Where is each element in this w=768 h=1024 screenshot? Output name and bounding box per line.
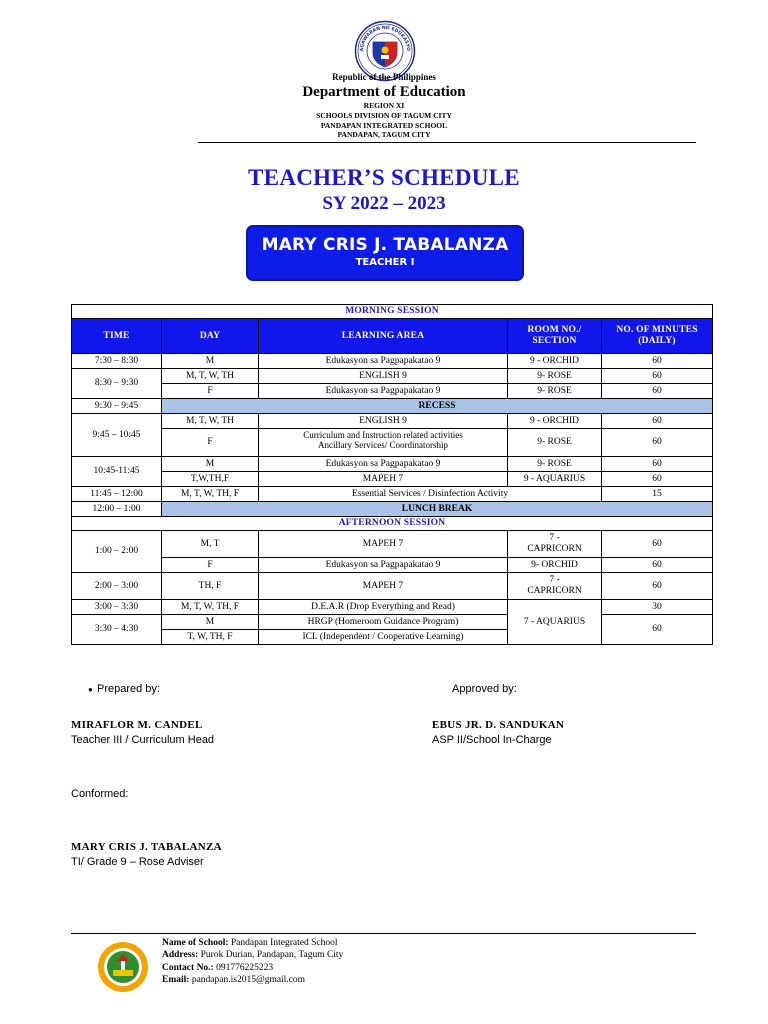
area-cell: Essential Services / Disinfection Activity — [259, 487, 602, 502]
lunch-break-band: LUNCH BREAK — [162, 502, 713, 517]
footer-email-line — [162, 974, 343, 986]
prepared-by-label: Prepared by: — [97, 683, 160, 695]
minutes-cell: 60 — [602, 414, 713, 429]
time-cell: 1:00 – 2:00 — [72, 531, 162, 573]
minutes-cell: 60 — [602, 573, 713, 600]
minutes-cell: 60 — [602, 615, 713, 645]
republic-line: Republic of the Philippines — [332, 72, 436, 82]
time-cell: 12:00 – 1:00 — [72, 502, 162, 517]
footer-contact-value: 091776225223 — [216, 962, 274, 973]
header-divider — [198, 142, 696, 143]
teacher-name: MARY CRIS J. TABALANZA — [261, 235, 509, 255]
minutes-cell: 60 — [602, 384, 713, 399]
school-year: SY 2022 – 2023 — [322, 193, 446, 214]
area-cell: ENGLISH 9 — [259, 369, 508, 384]
footer-address-value: Purok Durian, Pandapan, Tagum City — [200, 950, 344, 961]
schedule-table — [71, 304, 713, 645]
minutes-cell: 60 — [602, 457, 713, 472]
table-row — [72, 354, 713, 369]
conformer-name: MARY CRIS J. TABALANZA — [71, 841, 222, 853]
footer-email-label: Email: — [162, 974, 190, 985]
footer-school-value: Pandapan Integrated School — [230, 938, 338, 948]
conformed-label: Conformed: — [71, 788, 129, 800]
area-cell: Edukasyon sa Pagpapakatao 9 — [259, 384, 508, 399]
room-cell: 9 - AQUARIUS — [508, 472, 602, 487]
room-cell: 9 - ORCHID — [508, 354, 602, 369]
table-row — [72, 457, 713, 472]
room-line: CAPRICORN — [527, 544, 582, 554]
area-cell: MAPEH 7 — [259, 573, 508, 600]
time-cell: 10:45-11:45 — [72, 457, 162, 487]
minutes-cell: 60 — [602, 354, 713, 369]
time-cell: 11:45 – 12:00 — [72, 487, 162, 502]
column-header-day: DAY — [162, 319, 259, 354]
conformer-title: TI/ Grade 9 – Rose Adviser — [71, 856, 204, 868]
teacher-name-box — [246, 225, 524, 281]
day-cell: T, W, TH, F — [162, 630, 259, 645]
footer-email-value: pandapan.is2015@gmail.com — [191, 974, 306, 985]
room-cell: 9- ROSE — [508, 384, 602, 399]
area-cell: Edukasyon sa Pagpapakatao 9 — [259, 558, 508, 573]
room-cell — [508, 573, 602, 600]
table-row — [72, 369, 713, 384]
column-header-learning-area: LEARNING AREA — [259, 319, 508, 354]
table-row — [72, 600, 713, 615]
minutes-cell: 60 — [602, 558, 713, 573]
minutes-cell: 60 — [602, 429, 713, 457]
time-cell: 7:30 – 8:30 — [72, 354, 162, 369]
division-line: SCHOOLS DIVISION OF TAGUM CITY — [316, 111, 452, 120]
room-cell: 9- ROSE — [508, 457, 602, 472]
school-line: PANDAPAN INTEGRATED SCHOOL — [320, 121, 448, 130]
table-row — [72, 502, 713, 517]
area-cell: HRGP (Homeroom Guidance Program) — [259, 615, 508, 630]
time-cell: 3:00 – 3:30 — [72, 600, 162, 615]
page-title: TEACHER’S SCHEDULE — [248, 165, 520, 190]
table-row — [72, 384, 713, 399]
day-cell: T,W,TH,F — [162, 472, 259, 487]
recess-band: RECESS — [162, 399, 713, 414]
minutes-cell: 60 — [602, 472, 713, 487]
time-cell: 9:30 – 9:45 — [72, 399, 162, 414]
day-cell: M — [162, 354, 259, 369]
day-cell: M, T — [162, 531, 259, 558]
room-cell: 7 - AQUARIUS — [508, 600, 602, 645]
room-cell: 9- ORCHID — [508, 558, 602, 573]
room-line: CAPRICORN — [527, 586, 582, 596]
room-cell: 9- ROSE — [508, 369, 602, 384]
day-cell: F — [162, 429, 259, 457]
table-row — [72, 429, 713, 457]
room-line: 7 - — [549, 575, 560, 585]
column-header-room: ROOM NO./ SECTION — [508, 319, 602, 354]
bullet-icon: ● — [88, 685, 93, 694]
time-cell: 2:00 – 3:00 — [72, 573, 162, 600]
area-cell: MAPEH 7 — [259, 472, 508, 487]
minutes-cell: 60 — [602, 531, 713, 558]
table-row — [72, 531, 713, 558]
table-row — [72, 573, 713, 600]
footer-address-label: Address: — [162, 950, 199, 961]
footer-address-line — [162, 949, 343, 961]
table-row — [72, 487, 713, 502]
column-header-minutes: NO. OF MINUTES (DAILY) — [602, 319, 713, 354]
column-header-time: TIME — [72, 319, 162, 354]
room-cell — [508, 531, 602, 558]
school-logo — [97, 941, 149, 993]
approved-by-label: Approved by: — [452, 683, 517, 695]
minutes-cell: 30 — [602, 600, 713, 615]
area-line: Ancillary Services/ Coordinatorship — [318, 440, 448, 450]
day-cell: M, T, W, TH, F — [162, 600, 259, 615]
minutes-cell: 15 — [602, 487, 713, 502]
day-cell: M, T, W, TH — [162, 414, 259, 429]
table-row — [72, 615, 713, 630]
address-line: PANDAPAN, TAGUM CITY — [337, 130, 431, 139]
room-cell: 9- ROSE — [508, 429, 602, 457]
area-cell: Edukasyon sa Pagpapakatao 9 — [259, 457, 508, 472]
room-line: 7 - — [549, 533, 560, 543]
minutes-cell: 60 — [602, 369, 713, 384]
area-cell: ENGLISH 9 — [259, 414, 508, 429]
footer-contact-line — [162, 962, 343, 974]
time-cell: 8:30 – 9:30 — [72, 369, 162, 399]
time-cell: 9:45 – 10:45 — [72, 414, 162, 457]
time-cell: 3:30 – 4:30 — [72, 615, 162, 645]
footer-info — [162, 937, 343, 986]
seal-text: AGAWARAN NG EDUKASYO — [359, 25, 411, 52]
region-line: REGION XI — [363, 101, 405, 110]
preparer-name: MIRAFLOR M. CANDEL — [71, 719, 203, 731]
approver-name: EBUS JR. D. SANDUKAN — [432, 719, 565, 731]
footer-school-label: Name of School: — [162, 938, 229, 948]
area-cell: Edukasyon sa Pagpapakatao 9 — [259, 354, 508, 369]
day-cell: M — [162, 457, 259, 472]
area-line: Curriculum and Instruction related activities — [303, 430, 463, 440]
day-cell: M, T, W, TH, F — [162, 487, 259, 502]
approver-title: ASP II/School In-Charge — [432, 734, 552, 746]
area-cell: ICL (Independent / Cooperative Learning) — [259, 630, 508, 645]
teacher-position: TEACHER I — [355, 257, 415, 268]
area-cell — [259, 429, 508, 457]
afternoon-session-header: AFTERNOON SESSION — [72, 517, 713, 531]
footer-contact-label: Contact No.: — [162, 962, 214, 973]
morning-session-header: MORNING SESSION — [72, 305, 713, 319]
table-row — [72, 399, 713, 414]
table-row — [72, 558, 713, 573]
table-row — [72, 472, 713, 487]
day-cell: F — [162, 558, 259, 573]
area-cell: MAPEH 7 — [259, 531, 508, 558]
room-cell: 9 - ORCHID — [508, 414, 602, 429]
day-cell: TH, F — [162, 573, 259, 600]
table-row — [72, 414, 713, 429]
area-cell: D.E.A.R (Drop Everything and Read) — [259, 600, 508, 615]
footer-school-line — [162, 937, 343, 949]
day-cell: M — [162, 615, 259, 630]
day-cell: M, T, W, TH — [162, 369, 259, 384]
footer-divider — [71, 933, 696, 934]
preparer-title: Teacher III / Curriculum Head — [71, 734, 215, 746]
department-line: Department of Education — [302, 84, 466, 100]
day-cell: F — [162, 384, 259, 399]
